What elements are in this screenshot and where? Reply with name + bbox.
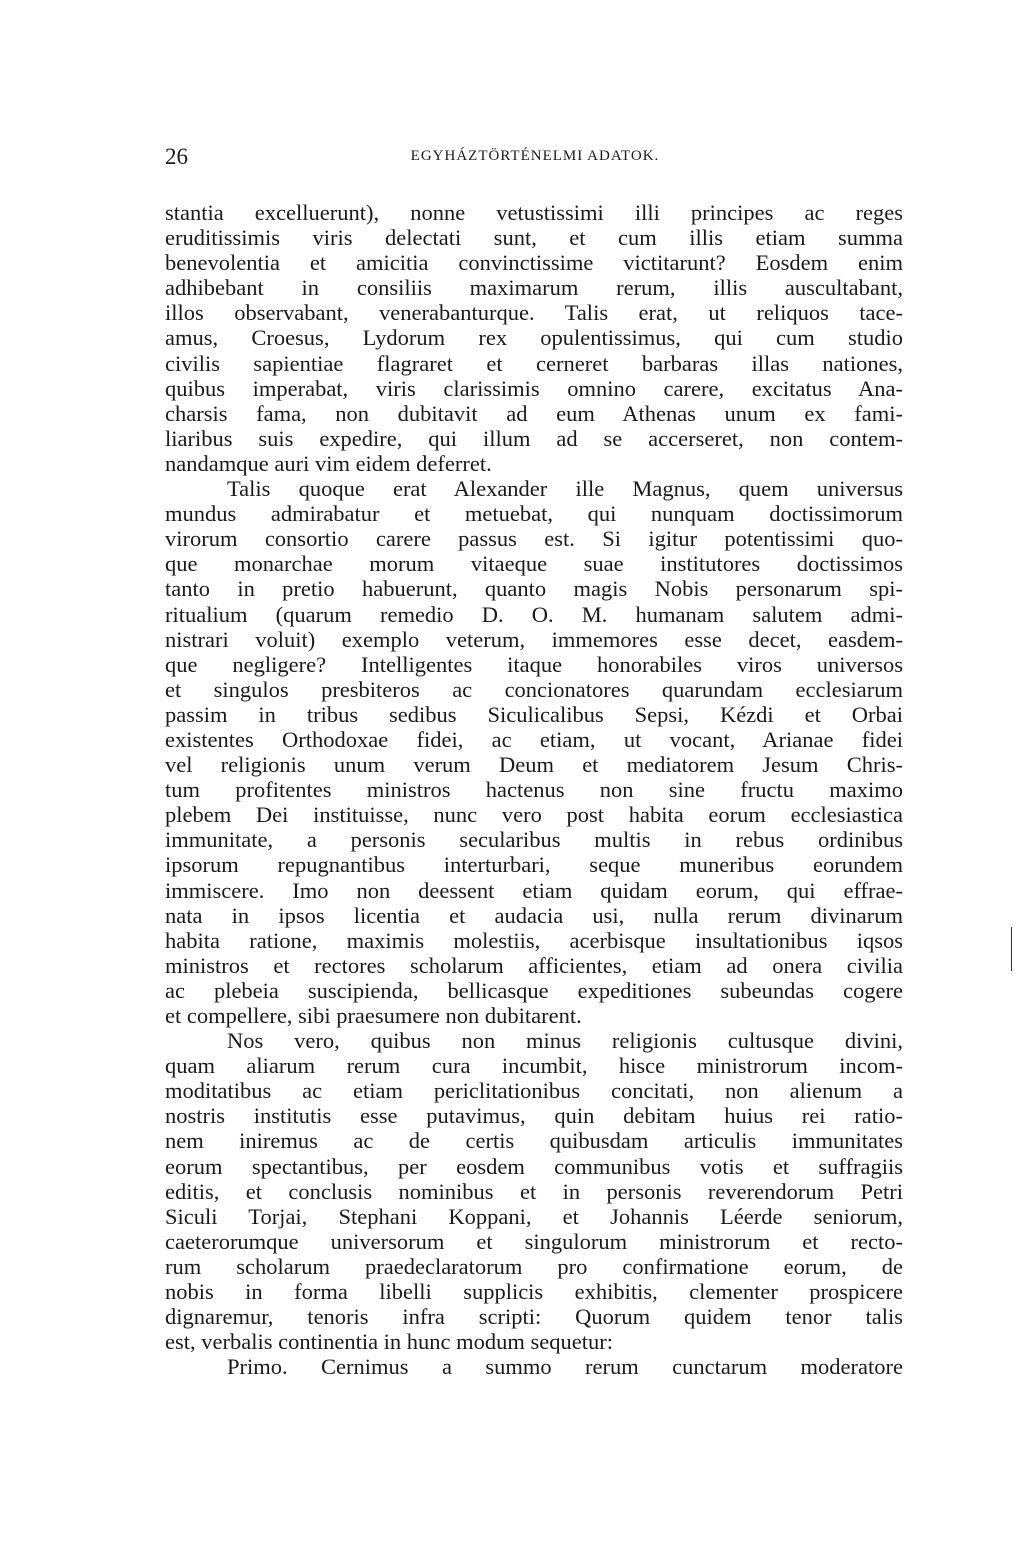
text-line: habita ratione, maximis molestiis, acerbisque insultationibus iqsos — [165, 927, 903, 953]
text-line: nostris institutis esse putavimus, quin debitam huius rei ratio- — [165, 1103, 903, 1129]
text-line: virorum consortio carere passus est. Si igitur potentissimi quo- — [165, 526, 903, 552]
text-line: Nos vero, quibus non minus religionis cultusque divini, — [227, 1028, 903, 1054]
text-line: charsis fama, non dubitavit ad eum Athenas unum ex fami- — [165, 400, 903, 426]
text-line: nata in ipsos licentia et audacia usi, nulla rerum divinarum — [165, 902, 903, 928]
text-line: plebem Dei instituisse, nunc vero post habita eorum ecclesiastica — [165, 802, 903, 828]
text-line: eruditissimis viris delectati sunt, et cum illis etiam summa — [165, 225, 903, 251]
margin-mark — [1011, 927, 1012, 971]
text-line: nandamque auri vim eidem deferret. — [165, 450, 492, 476]
text-line: et compellere, sibi praesumere non dubitarent. — [165, 1003, 582, 1028]
text-line: nobis in forma libelli supplicis exhibitis, clementer prospicere — [165, 1279, 903, 1305]
text-line: quam aliarum rerum cura incumbit, hisce ministrorum incom- — [165, 1053, 903, 1079]
running-title: EGYHÁZTÖRTÉNELMI ADATOK. — [410, 148, 660, 164]
text-line: Primo. Cernimus a summo rerum cunctarum moderatore — [227, 1354, 903, 1380]
text-line: immiscere. Imo non deessent etiam quidam eorum, qui effrae- — [165, 877, 903, 903]
text-line: ministros et rectores scholarum afficientes, etiam ad onera civilia — [165, 952, 903, 978]
text-line: caeterorumque universorum et singulorum ministrorum et recto- — [165, 1228, 903, 1254]
text-line: editis, et conclusis nominibus et in personis reverendorum Petri — [165, 1178, 903, 1204]
text-line: benevolentia et amicitia convinctissime victitarunt? Eosdem enim — [165, 250, 903, 276]
text-line: quibus imperabat, viris clarissimis omnino carere, excitatus Ana- — [165, 375, 903, 401]
page-header — [165, 144, 905, 174]
text-line: Talis quoque erat Alexander ille Magnus, quem universus — [227, 476, 903, 502]
text-line: illos observabant, venerabanturque. Talis erat, ut reliquos tace- — [165, 300, 903, 326]
text-line: stantia excelluerunt), nonne vetustissimi illi principes ac reges — [165, 200, 903, 225]
text-line: mundus admirabatur et metuebat, qui nunquam doctissimorum — [165, 501, 903, 527]
text-line: immunitate, a personis secularibus multis in rebus ordinibus — [165, 827, 903, 853]
text-line: amus, Croesus, Lydorum rex opulentissimus, qui cum studio — [165, 325, 903, 351]
text-line: ipsorum repugnantibus interturbari, seque muneribus eorundem — [165, 852, 903, 878]
text-line: rum scholarum praedeclaratorum pro confirmatione eorum, de — [165, 1253, 903, 1279]
text-line: adhibebant in consiliis maximarum rerum, illis auscultabant, — [165, 275, 903, 301]
text-line: tum profitentes ministros hactenus non sine fructu maximo — [165, 777, 903, 803]
text-line: civilis sapientiae flagraret et cerneret barbaras illas nationes, — [165, 350, 903, 376]
text-line: que negligere? Intelligentes itaque honorabiles viros universos — [165, 651, 903, 677]
text-line: nistrari voluit) exemplo veterum, immemores esse decet, easdem- — [165, 626, 903, 652]
text-line: et singulos presbiteros ac concionatores quarundam ecclesiarum — [165, 676, 903, 702]
text-line: eorum spectantibus, per eosdem communibus votis et suffragiis — [165, 1153, 903, 1179]
text-line: passim in tribus sedibus Siculicalibus Sepsi, Kézdi et Orbai — [165, 701, 903, 727]
text-line: existentes Orthodoxae fidei, ac etiam, ut vocant, Arianae fidei — [165, 726, 903, 752]
text-line: ac plebeia suscipienda, bellicasque expeditiones subeundas cogere — [165, 977, 903, 1003]
text-line: liaribus suis expedire, qui illum ad se accerseret, non contem- — [165, 425, 903, 451]
text-line: tanto in pretio habuerunt, quanto magis Nobis personarum spi- — [165, 576, 903, 602]
text-line: ritualium (quarum remedio D. O. M. humanam salutem admi- — [165, 601, 903, 627]
text-line: dignaremur, tenoris infra scripti: Quorum quidem tenor talis — [165, 1304, 903, 1330]
text-line: que monarchae morum vitaeque suae institutores doctissimos — [165, 551, 903, 577]
text-line: Siculi Torjai, Stephani Koppani, et Johannis Léerde seniorum, — [165, 1203, 903, 1229]
text-line: est, verbalis continentia in hunc modum sequetur: — [165, 1329, 614, 1355]
text-line: moditatibus ac etiam periclitationibus concitati, non alienum a — [165, 1078, 903, 1104]
text-line: vel religionis unum verum Deum et mediatorem Jesum Chris- — [165, 752, 903, 778]
page-number: 26 — [165, 144, 188, 169]
body-text — [165, 200, 903, 1379]
text-line: nem iniremus ac de certis quibusdam articulis immunitates — [165, 1128, 903, 1154]
